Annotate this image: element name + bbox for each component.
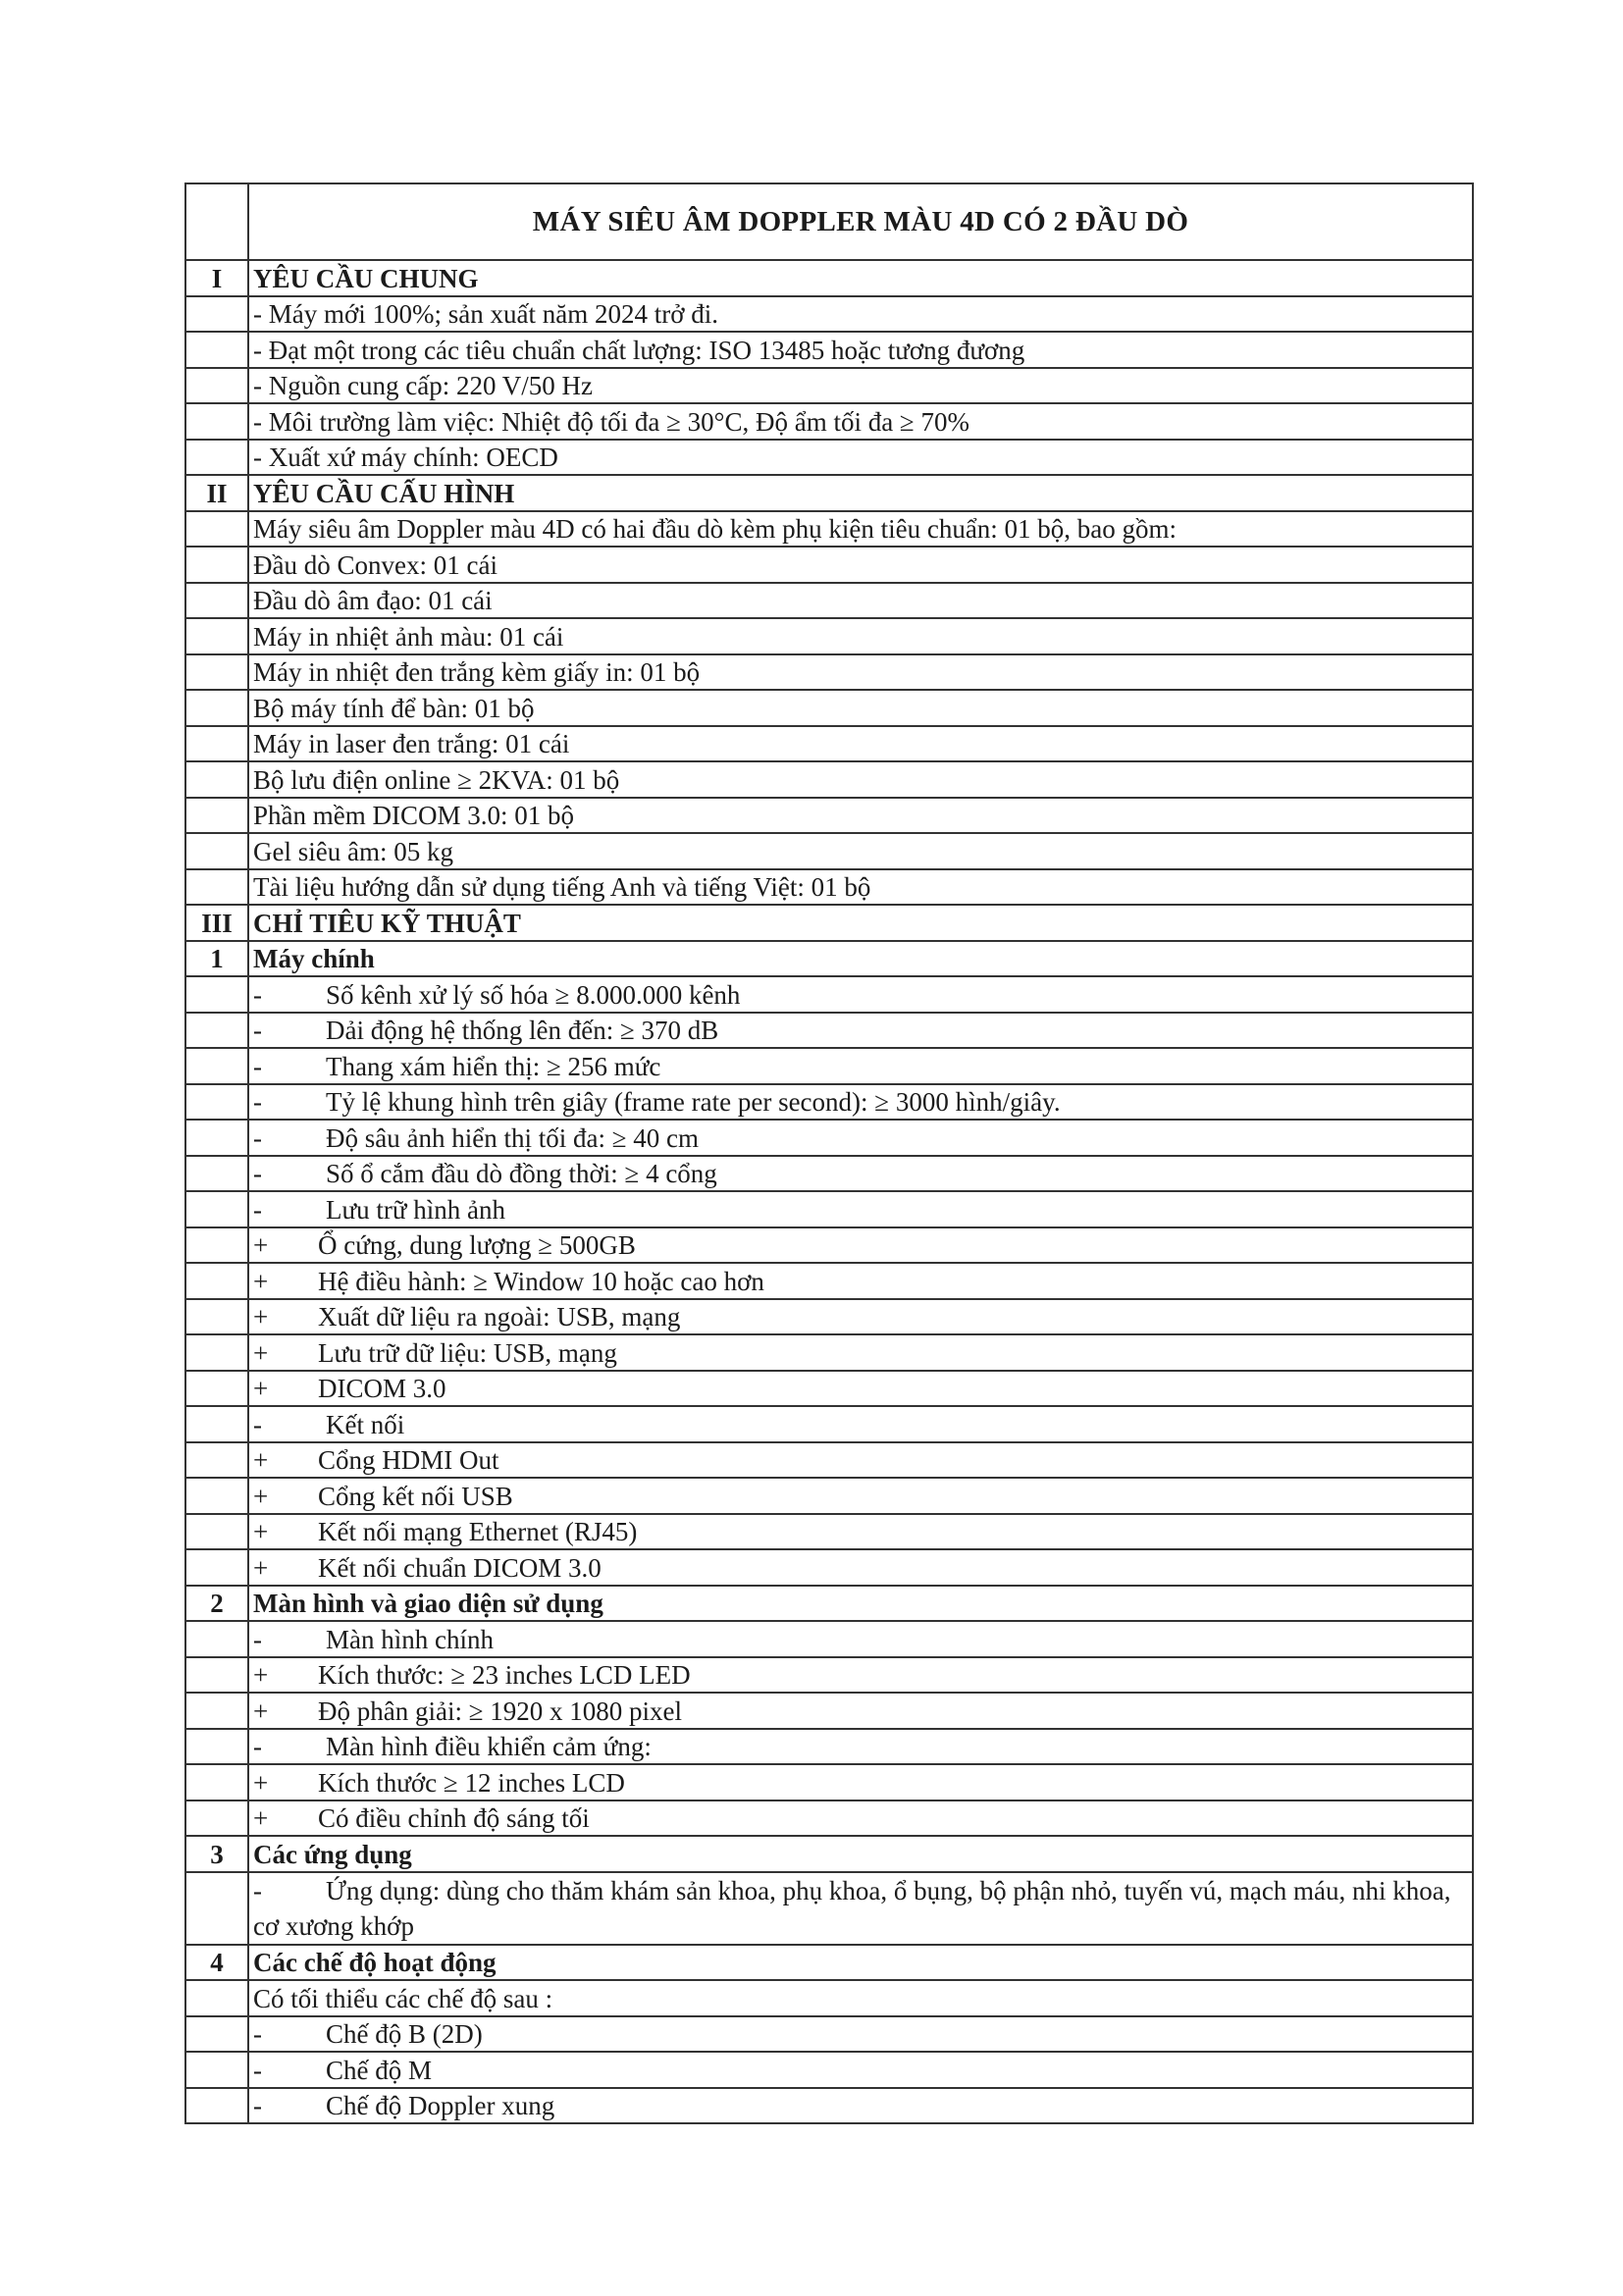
row-number (185, 1657, 248, 1694)
dash-bullet: - (253, 1051, 262, 1081)
row-number (185, 1013, 248, 1049)
table-row (185, 869, 1473, 906)
row-content (248, 869, 1473, 906)
row-text: Bộ máy tính để bàn: 01 bộ (253, 693, 535, 723)
row-number (185, 1406, 248, 1442)
row-text: Bộ lưu điện online ≥ 2KVA: 01 bộ (253, 764, 620, 795)
plus-bullet: + (253, 1481, 269, 1511)
row-text: Thang xám hiển thị: ≥ 256 mức (326, 1051, 661, 1081)
row-text: Ứng dụng: dùng cho thăm khám sản khoa, phụ khoa, ổ bụng, bộ phận nhỏ, tuyến vú, mạch máu, nhi khoa, cơ xương khớp (253, 1875, 1451, 1941)
row-content (248, 690, 1473, 726)
row-content (248, 296, 1473, 333)
row-number: II (185, 475, 248, 511)
row-number (185, 1549, 248, 1586)
table-row (185, 1013, 1473, 1049)
row-content (248, 583, 1473, 619)
table-row (185, 1657, 1473, 1694)
table-row (185, 833, 1473, 869)
row-number (185, 547, 248, 583)
row-text: Gel siêu âm: 05 kg (253, 836, 453, 866)
dash-bullet: - (253, 1087, 262, 1117)
row-number (185, 1371, 248, 1407)
row-content (248, 368, 1473, 404)
dash-bullet: - (253, 1875, 262, 1905)
row-content (248, 833, 1473, 869)
plus-bullet: + (253, 1230, 269, 1260)
row-number (185, 1478, 248, 1514)
row-number (185, 2088, 248, 2124)
dash-bullet: - (253, 1624, 262, 1654)
table-row (185, 1334, 1473, 1371)
table-row (185, 2052, 1473, 2088)
row-number (185, 726, 248, 762)
row-content (248, 1048, 1473, 1084)
table-row (185, 1227, 1473, 1264)
row-number (185, 1048, 248, 1084)
table-row (185, 1084, 1473, 1121)
row-content (248, 1764, 1473, 1800)
row-number (185, 511, 248, 548)
row-text: Các chế độ hoạt động (253, 1948, 497, 1977)
table-row (185, 1621, 1473, 1657)
table-row (185, 1800, 1473, 1837)
table-row (185, 690, 1473, 726)
row-text: Đầu dò Convex: 01 cái (253, 549, 497, 580)
row-text: Xuất dữ liệu ra ngoài: USB, mạng (318, 1302, 681, 1331)
row-number (185, 1120, 248, 1156)
plus-bullet: + (253, 1803, 269, 1833)
row-text: Độ phân giải: ≥ 1920 x 1080 pixel (318, 1696, 683, 1726)
row-number (185, 833, 248, 869)
row-number (185, 368, 248, 404)
table-row (185, 726, 1473, 762)
section-heading (248, 475, 1473, 511)
row-text: - Môi trường làm việc: Nhiệt độ tối đa ≥ 30°C, Độ ẩm tối đa ≥ 70% (253, 406, 969, 437)
title-number-cell (185, 183, 248, 260)
plus-bullet: + (253, 1266, 269, 1296)
row-text: Kết nối (326, 1409, 405, 1439)
row-content (248, 1442, 1473, 1479)
section-row (185, 1945, 1473, 1981)
row-text: Máy in laser đen trắng: 01 cái (253, 729, 570, 758)
table-row (185, 654, 1473, 691)
row-text: Màn hình chính (326, 1624, 494, 1654)
row-content (248, 1406, 1473, 1442)
row-text: Đầu dò âm đạo: 01 cái (253, 586, 493, 615)
dash-bullet: - (253, 2091, 262, 2120)
row-content (248, 1621, 1473, 1657)
dash-bullet: - (253, 1732, 262, 1761)
row-number: 3 (185, 1836, 248, 1872)
row-number (185, 1442, 248, 1479)
dash-bullet: - (253, 1159, 262, 1188)
dash-bullet: - (253, 1194, 262, 1225)
row-content (248, 1980, 1473, 2016)
row-number: III (185, 905, 248, 941)
row-text: - Máy mới 100%; sản xuất năm 2024 trở đi. (253, 299, 718, 329)
table-row (185, 2088, 1473, 2124)
row-text: DICOM 3.0 (318, 1374, 446, 1403)
row-content (248, 2052, 1473, 2088)
row-number (185, 296, 248, 333)
table-row (185, 1872, 1473, 1945)
row-content (248, 511, 1473, 548)
row-number (185, 976, 248, 1013)
row-content (248, 1299, 1473, 1335)
table-row (185, 1371, 1473, 1407)
dash-bullet: - (253, 1409, 262, 1439)
row-text: Máy siêu âm Doppler màu 4D có hai đầu dò kèm phụ kiện tiêu chuẩn: 01 bộ, bao gồm: (253, 514, 1178, 544)
table-row (185, 1693, 1473, 1729)
plus-bullet: + (253, 1660, 269, 1690)
table-row (185, 1980, 1473, 2016)
row-text: Máy in nhiệt ảnh màu: 01 cái (253, 621, 564, 652)
section-row (185, 1836, 1473, 1872)
row-number (185, 798, 248, 834)
row-text: YÊU CẦU CẤU HÌNH (253, 478, 515, 508)
row-text: Có tối thiểu các chế độ sau : (253, 1983, 553, 2013)
row-text: Hệ điều hành: ≥ Window 10 hoặc cao hơn (318, 1266, 764, 1296)
table-row (185, 332, 1473, 368)
row-number (185, 2016, 248, 2053)
row-content (248, 403, 1473, 440)
row-number (185, 1621, 248, 1657)
plus-bullet: + (253, 1696, 269, 1726)
row-content (248, 1371, 1473, 1407)
table-row (185, 1478, 1473, 1514)
row-number (185, 1729, 248, 1765)
table-row (185, 1514, 1473, 1550)
plus-bullet: + (253, 1767, 269, 1798)
table-row (185, 440, 1473, 476)
table-row (185, 511, 1473, 548)
table-row (185, 368, 1473, 404)
row-number (185, 2052, 248, 2088)
section-heading (248, 941, 1473, 977)
plus-bullet: + (253, 1445, 269, 1475)
row-content (248, 1156, 1473, 1192)
row-text: Kết nối chuẩn DICOM 3.0 (318, 1552, 602, 1583)
row-content (248, 1800, 1473, 1837)
table-row (185, 1263, 1473, 1299)
section-heading (248, 1945, 1473, 1981)
row-text: - Đạt một trong các tiêu chuẩn chất lượng: ISO 13485 hoặc tương đương (253, 335, 1025, 365)
table-row (185, 1156, 1473, 1192)
row-content (248, 1872, 1473, 1945)
row-number (185, 1514, 248, 1550)
row-number (185, 1227, 248, 1264)
specification-table (184, 183, 1474, 2124)
plus-bullet: + (253, 1374, 269, 1403)
row-text: Chế độ Doppler xung (326, 2091, 555, 2120)
row-content (248, 2088, 1473, 2124)
plus-bullet: + (253, 1302, 269, 1331)
section-row (185, 1586, 1473, 1622)
row-number (185, 583, 248, 619)
row-text: YÊU CẦU CHUNG (253, 263, 479, 293)
plus-bullet: + (253, 1337, 269, 1368)
row-text: Lưu trữ hình ảnh (326, 1194, 505, 1225)
table-row (185, 976, 1473, 1013)
table-row (185, 1729, 1473, 1765)
row-number: I (185, 260, 248, 296)
section-row (185, 475, 1473, 511)
table-row (185, 296, 1473, 333)
row-number (185, 761, 248, 798)
row-text: Kích thước ≥ 12 inches LCD (318, 1767, 625, 1798)
dash-bullet: - (253, 1016, 262, 1045)
row-text: Số kênh xử lý số hóa ≥ 8.000.000 kênh (326, 979, 741, 1010)
table-row (185, 761, 1473, 798)
table-row (185, 1191, 1473, 1227)
row-text: Màn hình và giao diện sử dụng (253, 1589, 603, 1618)
row-text: CHỈ TIÊU KỸ THUẬT (253, 908, 521, 938)
row-content (248, 1191, 1473, 1227)
row-content (248, 440, 1473, 476)
row-text: Cổng kết nối USB (318, 1481, 513, 1511)
row-number (185, 332, 248, 368)
dash-bullet: - (253, 979, 262, 1010)
table-row (185, 1549, 1473, 1586)
row-text: Phần mềm DICOM 3.0: 01 bộ (253, 801, 574, 830)
row-number (185, 403, 248, 440)
plus-bullet: + (253, 1517, 269, 1546)
row-content (248, 1013, 1473, 1049)
row-text: Lưu trữ dữ liệu: USB, mạng (318, 1337, 617, 1368)
section-heading (248, 1836, 1473, 1872)
table-row (185, 1442, 1473, 1479)
table-row (185, 618, 1473, 654)
row-number: 1 (185, 941, 248, 977)
row-content (248, 654, 1473, 691)
row-text: Máy chính (253, 944, 375, 973)
row-number (185, 690, 248, 726)
table-row (185, 1764, 1473, 1800)
row-number (185, 1263, 248, 1299)
row-number (185, 1156, 248, 1192)
row-text: Ổ cứng, dung lượng ≥ 500GB (318, 1230, 636, 1260)
row-number (185, 440, 248, 476)
row-content (248, 726, 1473, 762)
table-row (185, 583, 1473, 619)
table-row (185, 1120, 1473, 1156)
row-content (248, 1657, 1473, 1694)
section-row (185, 260, 1473, 296)
table-row (185, 798, 1473, 834)
row-text: Kết nối mạng Ethernet (RJ45) (318, 1517, 638, 1546)
row-number (185, 654, 248, 691)
row-text: Dải động hệ thống lên đến: ≥ 370 dB (326, 1016, 719, 1045)
row-content (248, 1227, 1473, 1264)
row-number (185, 869, 248, 906)
row-number (185, 618, 248, 654)
row-content (248, 1334, 1473, 1371)
table-row (185, 403, 1473, 440)
row-number (185, 1693, 248, 1729)
row-text: Các ứng dụng (253, 1839, 412, 1869)
row-text: Tài liệu hướng dẫn sử dụng tiếng Anh và tiếng Việt: 01 bộ (253, 872, 871, 902)
row-text: - Nguồn cung cấp: 220 V/50 Hz (253, 371, 593, 400)
row-content (248, 618, 1473, 654)
row-content (248, 976, 1473, 1013)
specification-table-body (185, 183, 1473, 2123)
table-title-row (185, 183, 1473, 260)
row-text: Chế độ B (2D) (326, 2019, 483, 2049)
dash-bullet: - (253, 2019, 262, 2049)
row-content (248, 1120, 1473, 1156)
table-row (185, 547, 1473, 583)
dash-bullet: - (253, 1122, 262, 1153)
row-text: Độ sâu ảnh hiển thị tối đa: ≥ 40 cm (326, 1122, 700, 1153)
dash-bullet: - (253, 2055, 262, 2085)
table-row (185, 1406, 1473, 1442)
row-content (248, 761, 1473, 798)
row-text: Số ổ cắm đầu dò đồng thời: ≥ 4 cổng (326, 1159, 717, 1188)
row-text: - Xuất xứ máy chính: OECD (253, 443, 558, 472)
table-row (185, 1048, 1473, 1084)
row-content (248, 1514, 1473, 1550)
section-heading (248, 905, 1473, 941)
row-content (248, 1263, 1473, 1299)
row-number (185, 1084, 248, 1121)
row-number (185, 1299, 248, 1335)
section-row (185, 905, 1473, 941)
row-content (248, 1478, 1473, 1514)
row-text: Kích thước: ≥ 23 inches LCD LED (318, 1660, 691, 1690)
row-text: Cổng HDMI Out (318, 1445, 499, 1475)
row-number: 4 (185, 1945, 248, 1981)
row-content (248, 1084, 1473, 1121)
row-text: Chế độ M (326, 2055, 432, 2085)
row-number (185, 1334, 248, 1371)
plus-bullet: + (253, 1552, 269, 1583)
row-number (185, 1191, 248, 1227)
row-text: Máy in nhiệt đen trắng kèm giấy in: 01 bộ (253, 657, 701, 687)
section-row (185, 941, 1473, 977)
row-number (185, 1764, 248, 1800)
document-title: MÁY SIÊU ÂM DOPPLER MÀU 4D CÓ 2 ĐẦU DÒ (248, 183, 1473, 260)
row-content (248, 547, 1473, 583)
row-text: Tỷ lệ khung hình trên giây (frame rate per second): ≥ 3000 hình/giây. (326, 1087, 1061, 1117)
row-content (248, 1729, 1473, 1765)
row-text: Màn hình điều khiển cảm ứng: (326, 1732, 652, 1761)
row-number: 2 (185, 1586, 248, 1622)
row-number (185, 1980, 248, 2016)
row-content (248, 798, 1473, 834)
table-row (185, 2016, 1473, 2053)
section-heading (248, 260, 1473, 296)
row-number (185, 1872, 248, 1945)
row-text: Có điều chỉnh độ sáng tối (318, 1803, 590, 1833)
row-number (185, 1800, 248, 1837)
row-content (248, 2016, 1473, 2053)
row-content (248, 332, 1473, 368)
table-row (185, 1299, 1473, 1335)
row-content (248, 1693, 1473, 1729)
row-content (248, 1549, 1473, 1586)
section-heading (248, 1586, 1473, 1622)
